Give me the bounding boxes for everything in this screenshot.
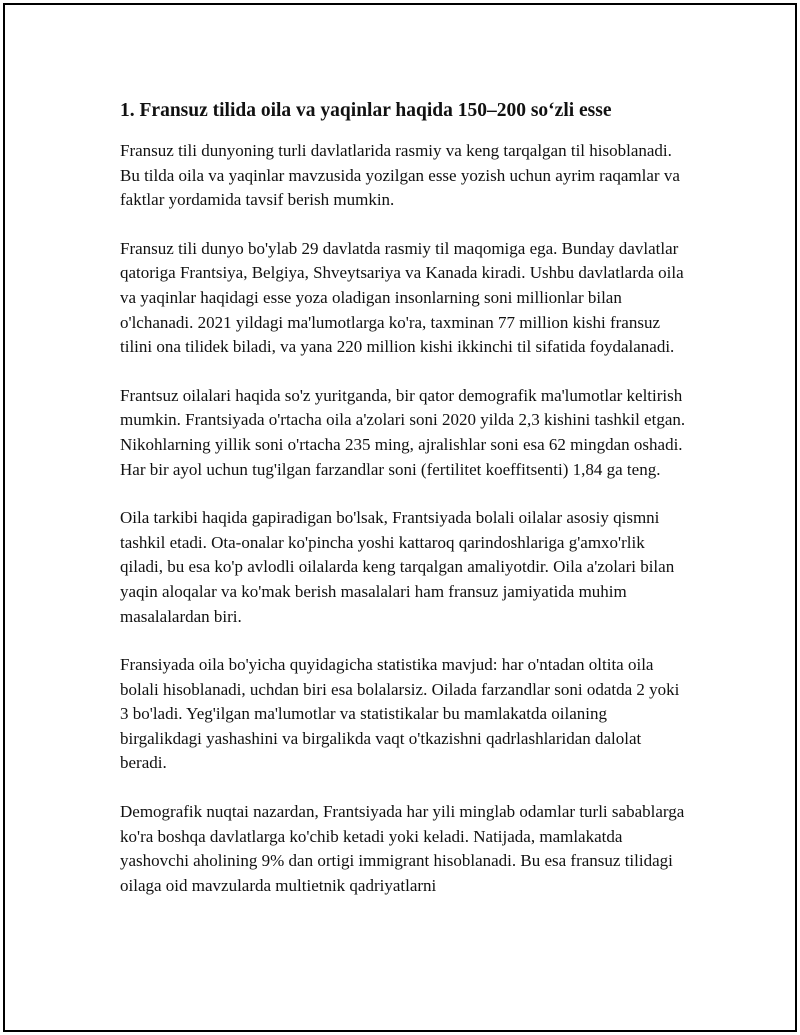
paragraph-migration: Demografik nuqtai nazardan, Frantsiyada har yili minglab odamlar turli sabablarga ko'ra boshqa davlatlarga ko'chib ketadi yoki keladi. Natijada, mamlakatda yashovchi aholining 9% dan ortigi immigrant hisoblanadi. Bu esa fransuz tilidagi oilaga oid mavzularda multietnik qadriyatlarni <box>120 802 685 895</box>
paragraph-family-statistics: Fransiyada oila bo'yicha quyidagicha statistika mavjud: har o'ntadan oltita oila bolali hisoblanadi, uchdan biri esa bolalarsiz. Oilada farzandlar soni odatda 2 yoki 3 bo'ladi. Yeg'ilgan ma'lumotlar va statistikalar bu mamlakatda oilaning birgalikdagi yashashini va birgalikda vaqt o'tkazishni qadrlashlaridan dalolat beradi. <box>120 655 680 773</box>
document-body <box>120 97 690 922</box>
paragraph-family-structure: Oila tarkibi haqida gapiradigan bo'lsak, Frantsiyada bolali oilalar asosiy qismni tashkil etadi. Ota-onalar ko'pincha yoshi kattaroq qarindoshlariga g'amxo'rlik qiladi, bu esa ko'p avlodli oilalarda keng tarqalgan amaliyotdir. Oila a'zolari bilan yaqin aloqalar va ko'mak berish masalalari ham fransuz jamiyatida muhim masalalardan biri. <box>120 508 675 626</box>
page-frame <box>3 3 797 1032</box>
paragraph-official-language: Fransuz tili dunyo bo'ylab 29 davlatda rasmiy til maqomiga ega. Bunday davlatlar qatoriga Frantsiya, Belgiya, Shveytsariya va Kanada kiradi. Ushbu davlatlarda oila va yaqinlar haqidagi esse yoza oladigan insonlarning soni millionlar bilan o'lchanadi. 2021 yildagi ma'lumotlarga ko'ra, taxminan 77 million kishi fransuz tilini ona tilidek biladi, va yana 220 million kishi ikkinchi til sifatida foydalanadi. <box>120 238 684 357</box>
paragraph-intro: Fransuz tili dunyoning turli davlatlarida rasmiy va keng tarqalgan til hisoblanadi. Bu tilda oila va yaqinlar mavzusida yozilgan esse yozish uchun ayrim raqamlar va faktlar yordamida tavsif berish mumkin. <box>120 141 680 210</box>
paragraph-demographics: Frantsuz oilalari haqida so'z yuritganda, bir qator demografik ma'lumotlar keltirish mumkin. Frantsiyada o'rtacha oila a'zolari soni 2020 yilda 2,3 kishini tashkil etgan. Nikohlarning yillik soni o'rtacha 235 ming, ajralishlar soni esa 62 mingdan oshadi. Har bir ayol uchun tug'ilgan farzandlar soni (fertilitet koeffitsenti) 1,84 ga teng. <box>120 385 686 479</box>
document-title: 1. Fransuz tilida oila va yaqinlar haqida 150–200 so‘zli esse <box>120 100 612 121</box>
